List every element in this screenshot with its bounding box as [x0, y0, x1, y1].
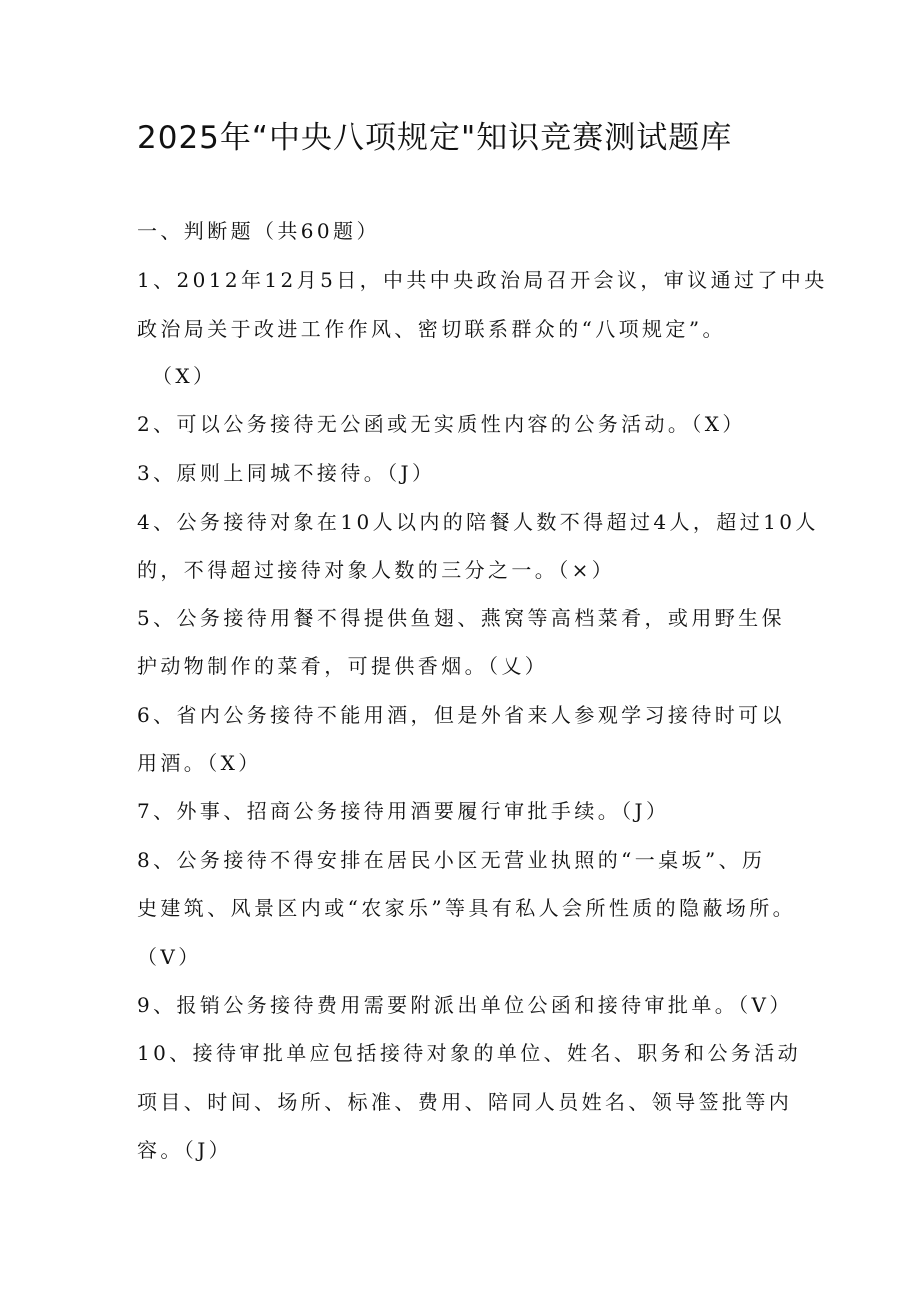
question-2-line-1: 2、可以公务接待无公函或无实质性内容的公务活动。（X）	[137, 412, 746, 436]
question-1-line-1: 1、2012年12月5日，中共中央政治局召开会议，审议通过了中央	[137, 268, 828, 292]
question-3-line-1: 3、原则上同城不接待。（J）	[137, 461, 436, 485]
question-5-line-2: 护动物制作的菜肴，可提供香烟。（乂）	[137, 654, 549, 678]
document-title: 2025年“中央八项规定"知识竞赛测试题库	[137, 120, 733, 156]
question-8-line-2: 史建筑、风景区内或“农家乐”等具有私人会所性质的隐蔽场所。	[137, 896, 797, 920]
question-1-line-2: 政治局关于改进工作作风、密切联系群众的“八项规定”。	[137, 317, 726, 341]
question-6-line-1: 6、省内公务接待不能用酒，但是外省来人参观学习接待时可以	[137, 703, 785, 727]
question-9-line-1: 9、报销公务接待费用需要附派出单位公函和接待审批单。（V）	[137, 993, 793, 1017]
question-6-line-2: 用酒。（X）	[137, 751, 262, 775]
question-1-answer: （X）	[152, 364, 217, 388]
question-7-line-1: 7、外事、招商公务接待用酒要履行审批手续。（J）	[137, 799, 670, 823]
question-4-line-2: 的，不得超过接待对象人数的三分之一。（×）	[137, 558, 616, 582]
section-heading: 一、判断题（共60题）	[137, 219, 380, 243]
question-8-line-1: 8、公务接待不得安排在居民小区无营业执照的“一桌坂”、历	[137, 848, 766, 872]
question-4-line-1: 4、公务接待对象在10人以内的陪餐人数不得超过4人，超过10人	[137, 510, 819, 534]
question-5-line-1: 5、公务接待用餐不得提供鱼翅、燕窝等高档菜肴，或用野生保	[137, 606, 785, 630]
question-10-line-3: 容。（J）	[137, 1138, 233, 1162]
question-8-answer: （V）	[137, 945, 202, 969]
question-10-line-1: 10、接待审批单应包括接待对象的单位、姓名、职务和公务活动	[137, 1041, 802, 1065]
question-10-line-2: 项目、时间、场所、标准、费用、陪同人员姓名、领导签批等内	[137, 1090, 793, 1114]
